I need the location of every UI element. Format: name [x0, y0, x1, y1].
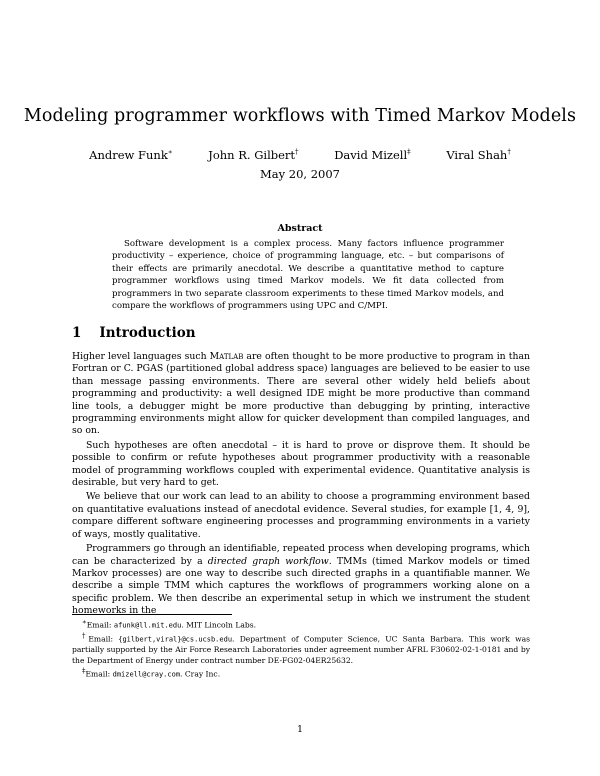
paper-date: May 20, 2007	[260, 167, 340, 181]
footnote-2: †Email: {gilbert,viral}@cs.ucsb.edu. Department of Computer Science, UC Santa Barbara. This work was partially supported by the Air Force Research Laboratories under agreement number AFRL F30602-02-1-0181 and by the Department of Energy under contract number DE-FG02-04ER25632.	[72, 632, 531, 665]
author-gilbert: John R. Gilbert†	[208, 148, 299, 162]
email-link[interactable]: dmizell@cray.com	[112, 670, 181, 679]
page-number: 1	[296, 724, 304, 735]
emphasized-term: directed graph workflow	[207, 555, 329, 567]
footnote-1: ∗Email: afunk@ll.mit.edu. MIT Lincoln Labs.	[82, 618, 257, 630]
abstract-text: Software development is a complex process. Many factors influence programmer productivity – experience, choice of programming language, etc. – but comparisons of their effects are primarily anecdotal. We describe a quantitative method to capture programmer workflows using timed Markov models. We fit data collected from programmers in two separate classroom experiments to these timed Markov models, and compare the workflows of programmers using UPC and C/MPI.	[112, 239, 504, 312]
abstract-heading: Abstract	[277, 223, 323, 234]
matlab-term: Matlab	[209, 351, 244, 362]
paragraph-3: We believe that our work can lead to an ability to choose a programming environment based on quantitative evaluations instead of anecdotal evidence. Several studies, for example [1, 4, 9], compare different software engineering processes and programming environments in a variety of ways, mostly qualitative.	[72, 491, 530, 540]
paper-title: Modeling programmer workflows with Timed Markov Models	[23, 106, 577, 126]
section-title: Introduction	[99, 325, 196, 341]
section-number: 1	[72, 325, 82, 341]
paragraph-1: Higher level languages such Matlab are often thought to be more productive to program in than Fortran or C. PGAS (partitioned global address space) languages are believed to be easier to use than message passing environments. There are several other widely held beliefs about programming and productivity: a well designed IDE might be more productive than command line tools, a debugger might be more productive than debugging by printing, interactive programming environments might allow for quicker development than compiled languages, and so on.	[72, 351, 530, 437]
section-heading	[72, 325, 196, 341]
author-mizell: David Mizell‡	[334, 148, 411, 162]
section-body	[72, 351, 530, 620]
footnote-rule	[72, 614, 232, 615]
email-link[interactable]: {gilbert,viral}@cs.ucsb.edu	[118, 635, 233, 644]
author-list	[0, 148, 600, 162]
author-funk: Andrew Funk∗	[89, 148, 173, 162]
author-shah: Viral Shah†	[446, 148, 511, 162]
footnotes	[72, 617, 530, 681]
email-link[interactable]: afunk@ll.mit.edu	[113, 621, 182, 630]
footnote-3: ‡Email: dmizell@cray.com. Cray Inc.	[82, 667, 221, 679]
paragraph-2: Such hypotheses are often anecdotal – it is hard to prove or disprove them. It should be possible to confirm or refute hypotheses about programmer productivity with a reasonable model of programming workflows coupled with experimental evidence. Quantitative analysis is desirable, but very hard to get.	[72, 439, 530, 489]
paragraph-4: Programmers go through an identifiable, repeated process when developing programs, which can be characterized by a directed graph workflow. TMMs (timed Markov models or timed Markov processes) are one way to describe such directed graphs in a quantifiable manner. We describe a simple TMM which captures the workflows of programmers working alone on a specific problem. We then describe an experimental setup in which we instrument the student homeworks in the	[72, 543, 530, 617]
